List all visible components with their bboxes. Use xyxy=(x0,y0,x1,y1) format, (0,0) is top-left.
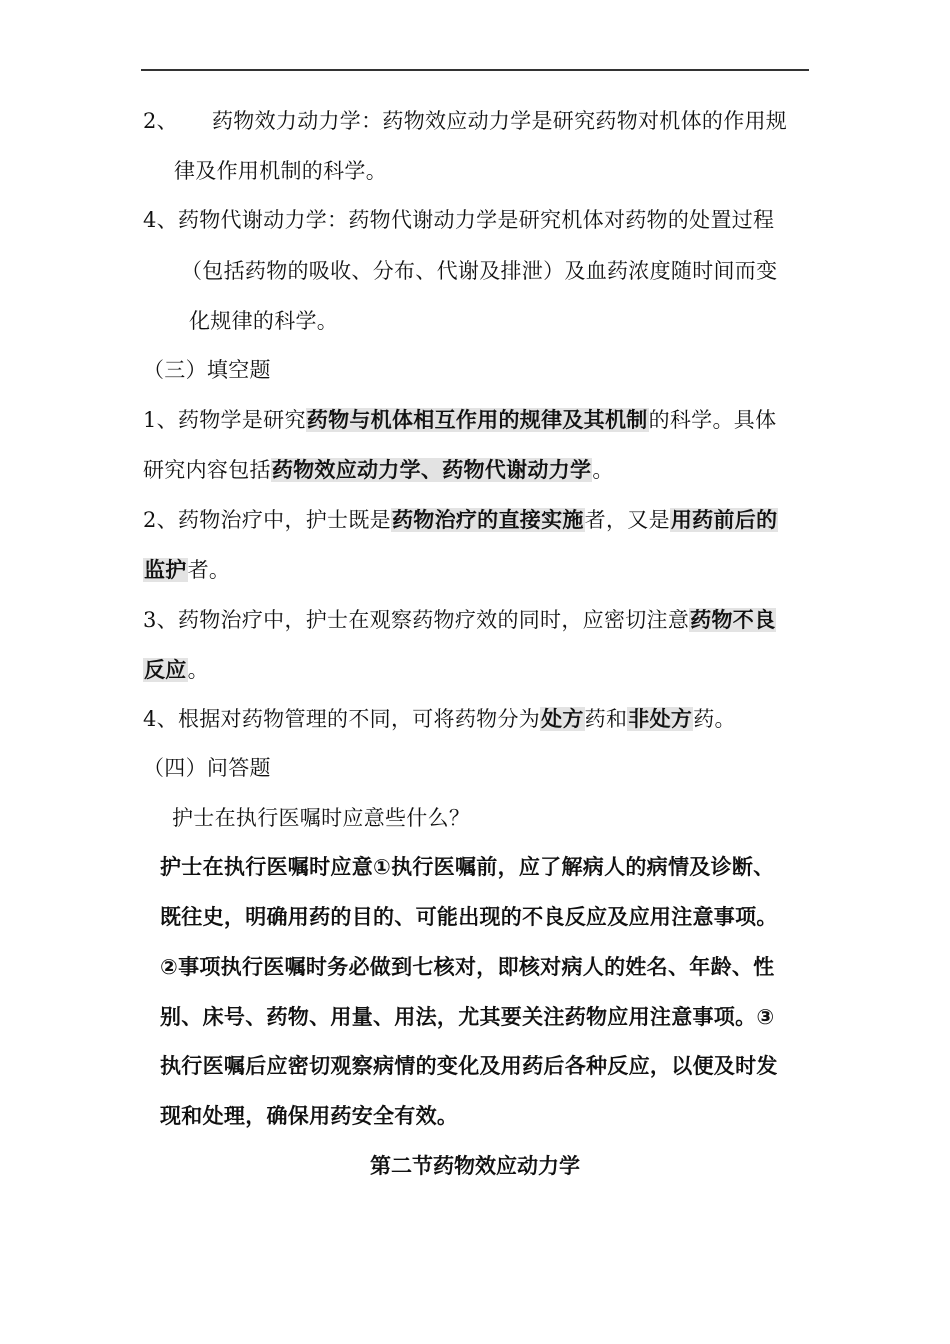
fill-blank-q1-line-2 xyxy=(143,455,614,485)
qa-answer-line: 既往史，明确用药的目的、可能出现的不良反应及应用注意事项。 xyxy=(160,905,778,929)
fill-blank-heading: （三）填空题 xyxy=(143,358,271,382)
definition-4-line-3: 化规律的科学。 xyxy=(189,309,339,333)
q1-text-b: 的科学。具体 xyxy=(648,408,777,432)
qa-answer-line: 别、床号、药物、用量、用法，尤其要关注药物应用注意事项。③ xyxy=(160,1005,775,1029)
qa-question: 护士在执行医嘱时应意些什么？ xyxy=(172,806,471,830)
q3-answer-part-1: 药物不良 xyxy=(690,608,776,632)
fill-blank-q3-line-2 xyxy=(143,655,209,685)
definition-2-line-2: 律及作用机制的科学。 xyxy=(174,159,387,183)
definition-4-line-2: （包括药物的吸收、分布、代谢及排泄）及血药浓度随时间而变 xyxy=(181,259,778,283)
q1-answer-1: 药物与机体相互作用的规律及其机制 xyxy=(306,408,648,432)
q2-answer-1: 药物治疗的直接实施 xyxy=(391,508,584,532)
q1-text-c: 研究内容包括 xyxy=(143,458,271,482)
qa-answer-line: 现和处理，确保用药安全有效。 xyxy=(160,1104,459,1128)
q1-text-d: 。 xyxy=(592,458,614,482)
fill-blank-q3-line-1 xyxy=(143,605,776,635)
header-rule xyxy=(141,69,809,71)
q3-answer-part-2: 反应 xyxy=(144,658,187,682)
q2-answer-2-part-2: 监护 xyxy=(144,558,187,582)
q2-text-a: 2、药物治疗中，护士既是 xyxy=(143,508,391,532)
fill-blank-q2-line-2 xyxy=(143,555,230,585)
q3-text-a: 3、药物治疗中，护士在观察药物疗效的同时，应密切注意 xyxy=(143,608,690,632)
q4-text-a: 4、根据对药物管理的不同，可将药物分为 xyxy=(143,707,541,731)
qa-answer-line: ②事项执行医嘱时务必做到七核对，即核对病人的姓名、年龄、性 xyxy=(160,955,775,979)
q4-text-c: 药。 xyxy=(693,707,736,731)
qa-answer-line: 执行医嘱后应密切观察病情的变化及用药后各种反应，以便及时发 xyxy=(160,1054,778,1078)
q2-text-c: 者。 xyxy=(187,558,231,582)
q2-text-b: 者，又是 xyxy=(584,508,670,532)
q4-answer-1: 处方 xyxy=(541,707,584,731)
q3-text-b: 。 xyxy=(187,658,209,682)
q1-text-a: 1、药物学是研究 xyxy=(143,408,306,432)
fill-blank-q1-line-1 xyxy=(143,405,776,435)
definition-2-number: 2、 xyxy=(143,109,178,133)
definition-4-line-1: 4、药物代谢动力学：药物代谢动力学是研究机体对药物的处置过程 xyxy=(143,208,775,232)
fill-blank-q4 xyxy=(143,704,736,734)
definition-2-line-1: 药物效力动力学：药物效应动力学是研究药物对机体的作用规 xyxy=(212,109,788,133)
qa-heading: （四）问答题 xyxy=(143,756,271,780)
fill-blank-q2-line-1 xyxy=(143,505,778,535)
qa-answer-line: 护士在执行医嘱时应意①执行医嘱前，应了解病人的病情及诊断、 xyxy=(160,855,775,879)
q2-answer-2-part-1: 用药前后的 xyxy=(670,508,778,532)
q4-answer-2: 非处方 xyxy=(628,707,693,731)
q4-text-b: 药和 xyxy=(584,707,628,731)
section-title: 第二节药物效应动力学 xyxy=(370,1154,580,1178)
q1-answer-2: 药物效应动力学、药物代谢动力学 xyxy=(271,458,592,482)
